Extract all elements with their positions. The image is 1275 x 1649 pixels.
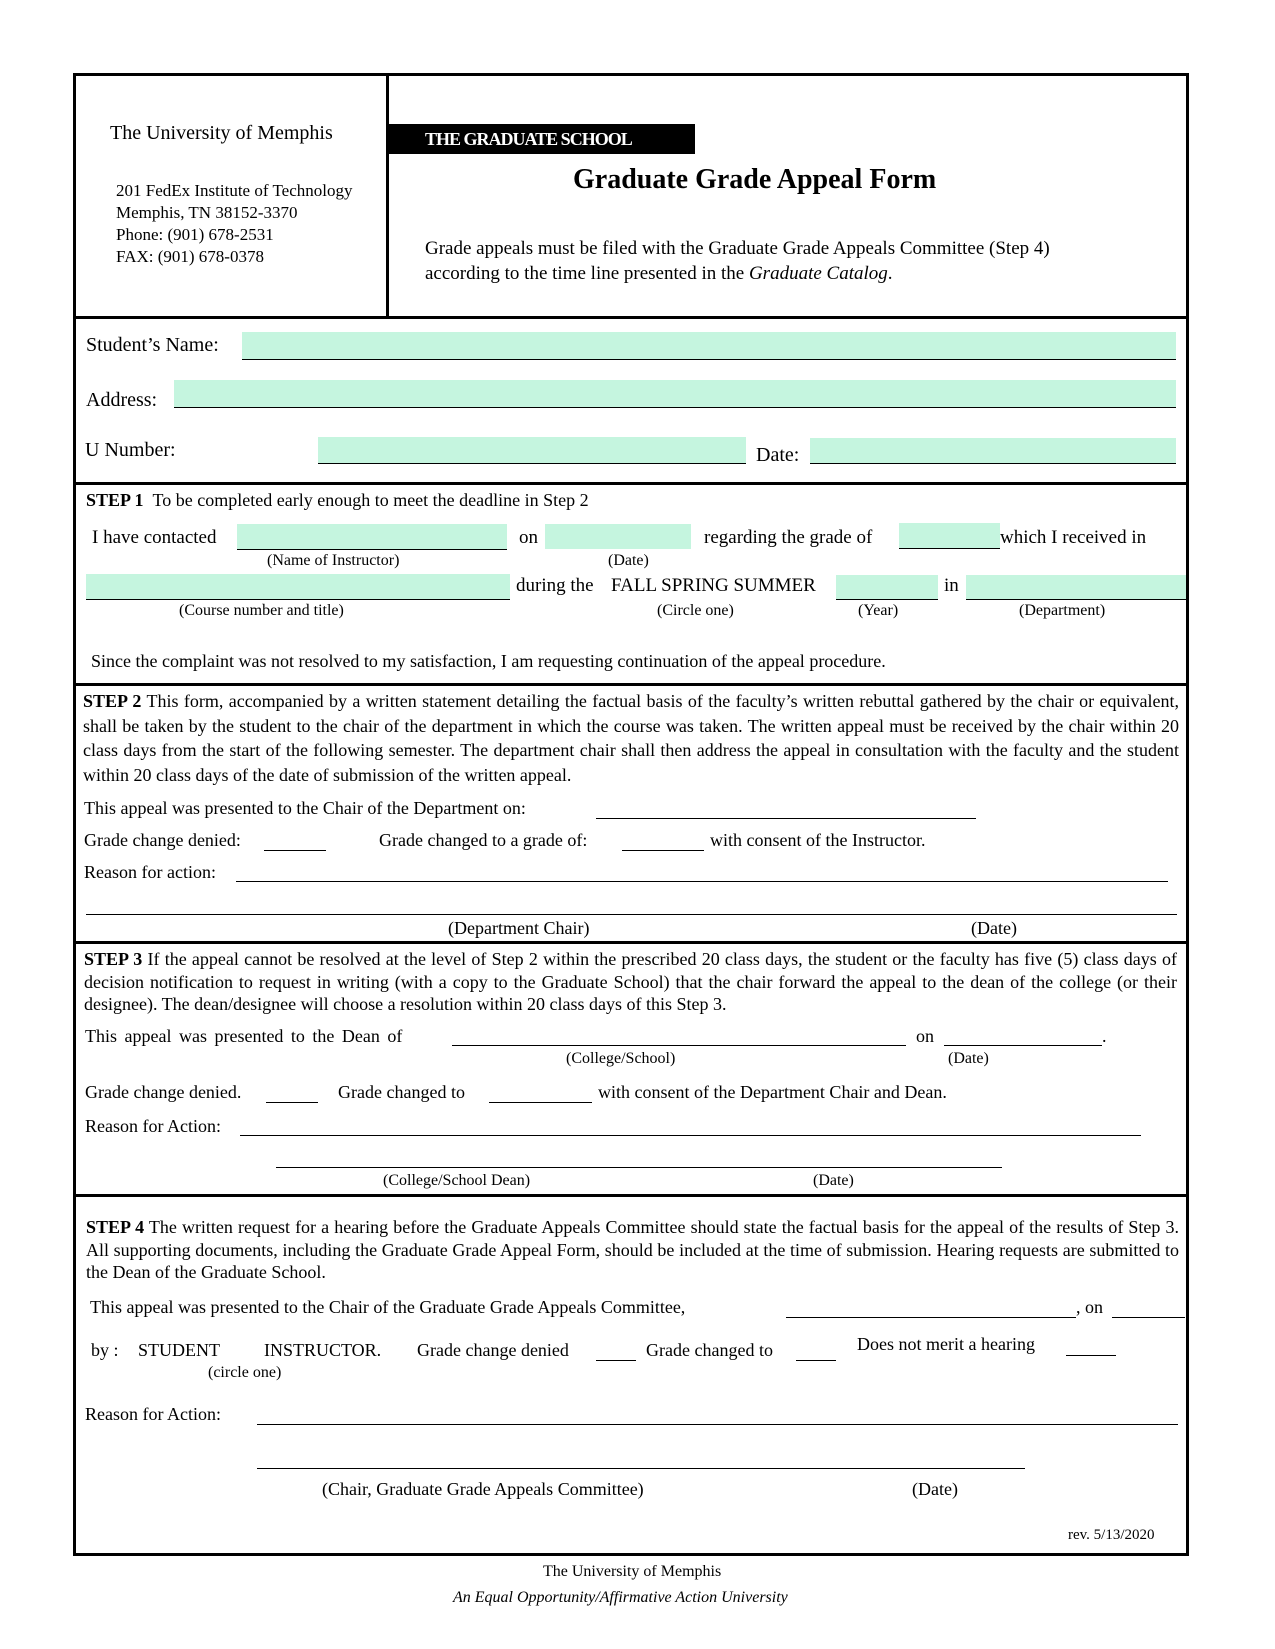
student-name-field[interactable] [242,332,1176,360]
instructor-caption: (Name of Instructor) [267,552,400,569]
course-field[interactable] [86,574,510,600]
step4-reason-line[interactable] [257,1403,1178,1425]
frame-right [1186,73,1189,1556]
step2-chair-caption: (Department Chair) [448,918,590,938]
step3-dean-caption: (College/School Dean) [383,1172,531,1189]
step3-consent-text: with consent of the Department Chair and Dean. [598,1082,947,1102]
step3-paragraph [84,948,1177,1016]
step3-college-caption: (College/School) [566,1050,676,1067]
graduate-school-label: THE GRADUATE SCHOOL [425,129,632,149]
step3-changed-grade-line[interactable] [489,1081,592,1103]
step4-label: STEP 4 [86,1217,145,1237]
step2-changed-grade-line[interactable] [622,829,704,851]
intro-line2 [425,263,893,285]
address-field[interactable] [174,380,1176,408]
address-label: Address: [86,389,158,411]
year-caption: (Year) [858,602,899,619]
step2-reason-line[interactable] [236,860,1168,882]
step4-date-caption: (Date) [912,1479,958,1499]
contacted-text: I have contacted [92,527,217,548]
contact-date-field[interactable] [545,524,691,549]
graduate-school-banner [389,124,695,154]
step3-college-line[interactable] [452,1024,906,1046]
intro-line1: Grade appeals must be filed with the Graduate Grade Appeals Committee (Step 4) [425,238,1050,259]
revision-date: rev. 5/13/2020 [1068,1527,1155,1543]
step3-signature-line[interactable] [276,1146,1002,1168]
form-title: Graduate Grade Appeal Form [573,164,937,195]
u-number-field[interactable] [318,437,746,464]
step4-presented-text: This appeal was presented to the Chair of the Graduate Grade Appeals Committee, [90,1297,686,1317]
footer-eeo-statement: An Equal Opportunity/Affirmative Action University [453,1589,788,1606]
step1-label: STEP 1 [86,490,144,510]
step2-consent-text: with consent of the Instructor. [710,830,926,850]
u-number-label: U Number: [85,439,176,461]
step3-text: If the appeal cannot be resolved at the level of Step 2 within the prescribed 20 class days, the student or the faculty has five (5) class days of decision notification to request in writing (with a copy to the Graduate School) that the chair forward the appeal to the dean of the college (or their designee). The dean/designee will choose a resolution within 20 class days of this Step 3. [84,949,1178,1014]
instructor-name-field[interactable] [237,524,507,550]
section-divider-info [73,316,1189,319]
section-divider-step4 [73,1194,1189,1197]
address-line1: 201 FedEx Institute of Technology [116,181,353,200]
date-caption: (Date) [608,552,649,569]
step2-label: STEP 2 [83,691,142,711]
step4-text: The written request for a hearing before the Graduate Appeals Committee should state the factual basis for the appeal of the results of Step 3. All supporting documents, including the Graduate Grade Appeal Form, should be included at the time of submission. Hearing requests are submitted to the Dean of the Graduate School. [86,1217,1179,1282]
date-label: Date: [756,444,800,466]
step3-date-line[interactable] [944,1024,1102,1046]
section-divider-step3 [73,941,1189,944]
grade-field[interactable] [899,523,1000,549]
step4-denied-text: Grade change denied [417,1340,569,1360]
step3-denied-text: Grade change denied. [85,1082,242,1102]
step3-on-text: on [916,1026,934,1046]
step2-changed-text: Grade changed to a grade of: [379,830,588,850]
step2-paragraph [83,689,1179,787]
step2-presented-date-line[interactable] [596,797,976,819]
fax-number: FAX: (901) 678-0378 [116,247,264,266]
section-divider-step2 [73,683,1189,686]
footer-university-name: The University of Memphis [543,1563,722,1580]
step4-no-merit-text: Does not merit a hearing [857,1334,1035,1354]
date-field[interactable] [810,438,1176,464]
step3-label: STEP 3 [84,949,143,969]
step2-signature-line[interactable] [86,893,1177,915]
frame-bottom [73,1553,1189,1556]
step3-denied-line[interactable] [266,1081,318,1103]
frame-top [73,73,1189,76]
regarding-text: regarding the grade of [704,527,873,548]
header-divider [386,73,389,318]
course-caption: (Course number and title) [179,602,344,619]
step3-reason-text: Reason for Action: [85,1116,221,1136]
step2-text: This form, accompanied by a written statement detailing the factual basis of the faculty’s written rebuttal gathered by the chair or equivalent, shall be taken by the student to the chair of the department in which the course was taken. The written appeal must be received by the chair within 20 class days from the start of the following semester. The department chair shall then address the appeal in consultation with the faculty and the student within 20 class days of the date of submission of the written appeal. [83,691,1179,785]
received-text: which I received in [1000,527,1147,548]
step4-denied-line[interactable] [596,1339,636,1361]
frame-left [73,73,76,1556]
graduate-catalog-title: Graduate Catalog [748,263,888,284]
step4-signature-line[interactable] [257,1447,1025,1469]
year-field[interactable] [836,575,938,600]
step4-circle-caption: (circle one) [208,1364,282,1381]
student-name-label: Student’s Name: [86,334,219,356]
step3-reason-line[interactable] [240,1114,1141,1136]
department-field[interactable] [966,575,1186,600]
university-name: The University of Memphis [110,122,333,144]
semester-options[interactable]: FALL SPRING SUMMER [611,575,816,596]
step4-reason-text: Reason for Action: [85,1404,221,1424]
step2-reason-text: Reason for action: [84,862,216,882]
continuation-statement: Since the complaint was not resolved to my satisfaction, I am requesting continuation of the appeal procedure. [91,651,886,671]
step3-sign-date-caption: (Date) [813,1172,854,1189]
step4-by-text: by : [91,1340,119,1360]
in-text: in [944,575,959,596]
step4-on-text: , on [1076,1297,1103,1317]
step3-period: . [1102,1026,1107,1046]
on-text: on [519,527,538,548]
step4-changed-grade-line[interactable] [796,1339,836,1361]
circle-caption: (Circle one) [657,602,734,619]
intro-line2-prefix: according to the time line presented in the [425,263,749,284]
department-caption: (Department) [1019,602,1106,619]
address-line2: Memphis, TN 38152-3370 [116,203,298,222]
student-option[interactable]: STUDENT [138,1340,220,1360]
step1-heading-text: To be completed early enough to meet the deadline in Step 2 [152,490,589,510]
step2-denied-line[interactable] [264,829,326,851]
step3-presented-text: This appeal was presented to the Dean of [85,1026,403,1046]
step2-date-caption: (Date) [971,918,1017,938]
intro-line2-suffix: . [887,263,893,284]
step4-no-merit-line[interactable] [1066,1334,1116,1356]
step1-heading [86,490,589,511]
instructor-option[interactable]: INSTRUCTOR. [264,1340,382,1360]
step4-committee-line[interactable] [786,1296,1076,1318]
step3-date-caption: (Date) [948,1050,989,1067]
section-divider-step1 [73,482,1189,485]
step2-presented-text: This appeal was presented to the Chair of the Department on: [84,798,526,818]
step2-denied-text: Grade change denied: [84,830,241,850]
step3-changed-text: Grade changed to [338,1082,465,1102]
step4-chair-caption: (Chair, Graduate Grade Appeals Committee) [322,1479,644,1499]
step4-date-line[interactable] [1112,1296,1185,1318]
step4-paragraph [86,1216,1179,1284]
during-text: during the [516,575,594,596]
phone-number: Phone: (901) 678-2531 [116,225,274,244]
step4-changed-text: Grade changed to [646,1340,773,1360]
